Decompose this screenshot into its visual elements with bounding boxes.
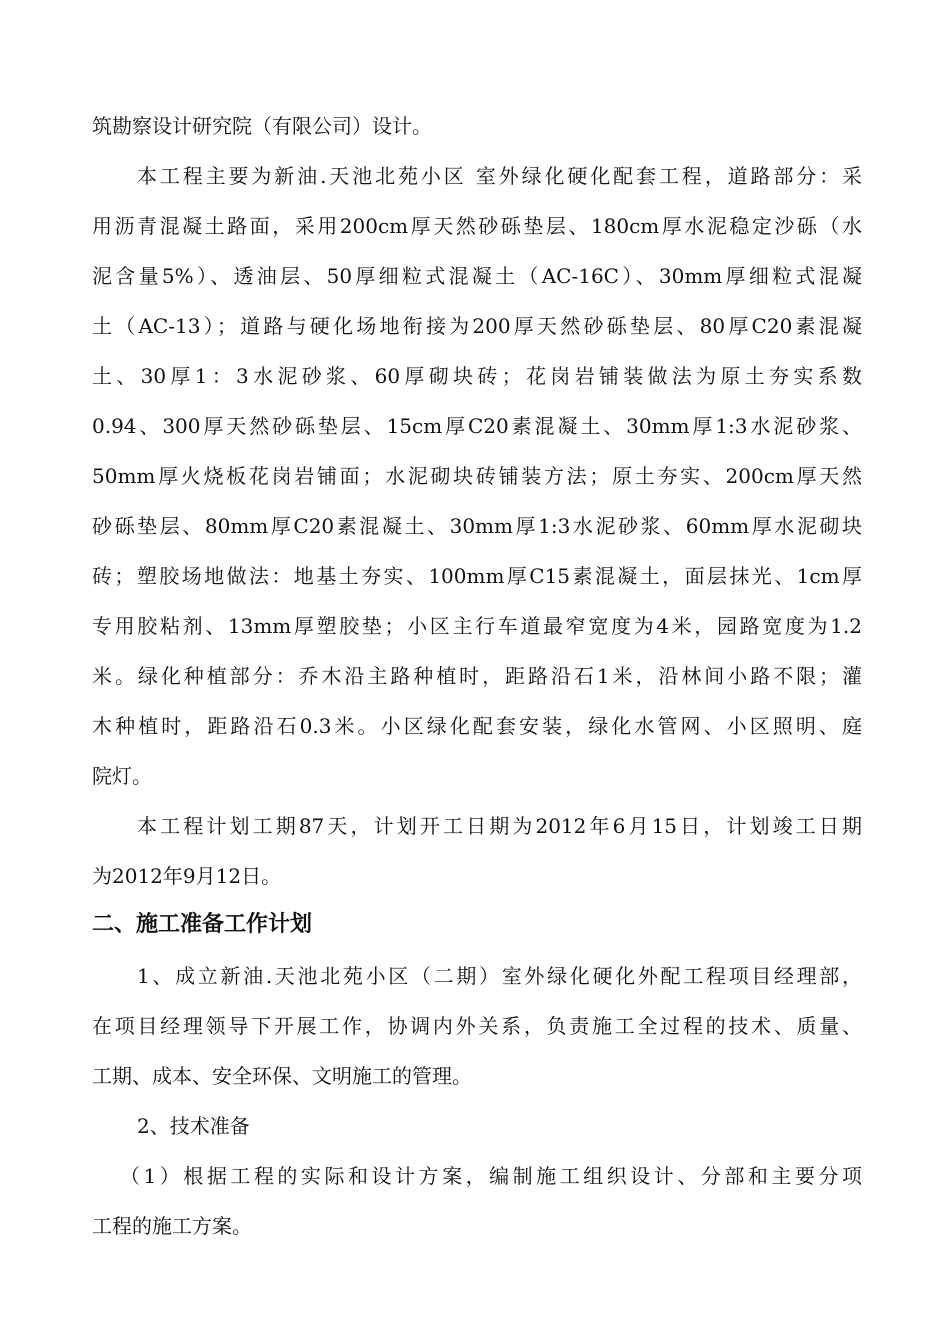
paragraph-line: 50mm厚火烧板花岗岩铺面；水泥砌块砖铺装方法；原土夯实、200cm厚天然 xyxy=(92,464,862,488)
paragraph-line: 用沥青混凝土路面，采用200cm厚天然砂砾垫层、180cm厚水泥稳定沙砾（水 xyxy=(92,214,862,238)
paragraph-line: 砖；塑胶场地做法：地基土夯实、100mm厚C15素混凝土，面层抹光、1cm厚 xyxy=(92,564,862,588)
paragraph-line: 为2012年9月12日。 xyxy=(92,864,282,888)
paragraph-line: 土（AC-13）；道路与硬化场地衔接为200厚天然砂砾垫层、80厚C20素混凝 xyxy=(92,314,862,338)
paragraph-line: 专用胶粘剂、13mm厚塑胶垫；小区主行车道最窄宽度为4米，园路宽度为1.2 xyxy=(92,614,862,638)
paragraph-line: 土、30厚1：3水泥砂浆、60厚砌块砖；花岗岩铺装做法为原土夯实系数 xyxy=(92,364,862,388)
paragraph-line: 工程的施工方案。 xyxy=(92,1214,252,1238)
paragraph-line: 在项目经理领导下开展工作，协调内外关系，负责施工全过程的技术、质量、 xyxy=(92,1014,862,1038)
paragraph-line: 工期、成本、安全环保、文明施工的管理。 xyxy=(92,1064,472,1088)
paragraph-line: 筑勘察设计研究院（有限公司）设计。 xyxy=(92,114,432,138)
paragraph-line: （1）根据工程的实际和设计方案，编制施工组织设计、分部和主要分项 xyxy=(120,1164,862,1188)
paragraph-line: 0.94、300厚天然砂砾垫层、15cm厚C20素混凝土、30mm厚1:3水泥砂浆、 xyxy=(92,414,862,438)
paragraph-line: 本工程主要为新油.天池北苑小区 室外绿化硬化配套工程，道路部分：采 xyxy=(137,164,862,188)
paragraph-line: 院灯。 xyxy=(92,764,152,788)
subsection-title: 2、技术准备 xyxy=(137,1114,250,1138)
paragraph-line: 1、成立新油.天池北苑小区（二期）室外绿化硬化外配工程项目经理部， xyxy=(137,964,862,988)
paragraph-line: 本工程计划工期87天，计划开工日期为2012年6月15日，计划竣工日期 xyxy=(137,814,862,838)
paragraph-line: 木种植时，距路沿石0.3米。小区绿化配套安装，绿化水管网、小区照明、庭 xyxy=(92,714,862,738)
paragraph-line: 泥含量5%）、透油层、50厚细粒式混凝土（AC-16C）、30mm厚细粒式混凝 xyxy=(92,264,862,288)
paragraph-line: 砂砾垫层、80mm厚C20素混凝土、30mm厚1:3水泥砂浆、60mm厚水泥砌块 xyxy=(92,514,862,538)
paragraph-line: 米。绿化种植部分：乔木沿主路种植时，距路沿石1米，沿林间小路不限；灌 xyxy=(92,664,862,688)
section-heading: 二、施工准备工作计划 xyxy=(92,912,313,937)
